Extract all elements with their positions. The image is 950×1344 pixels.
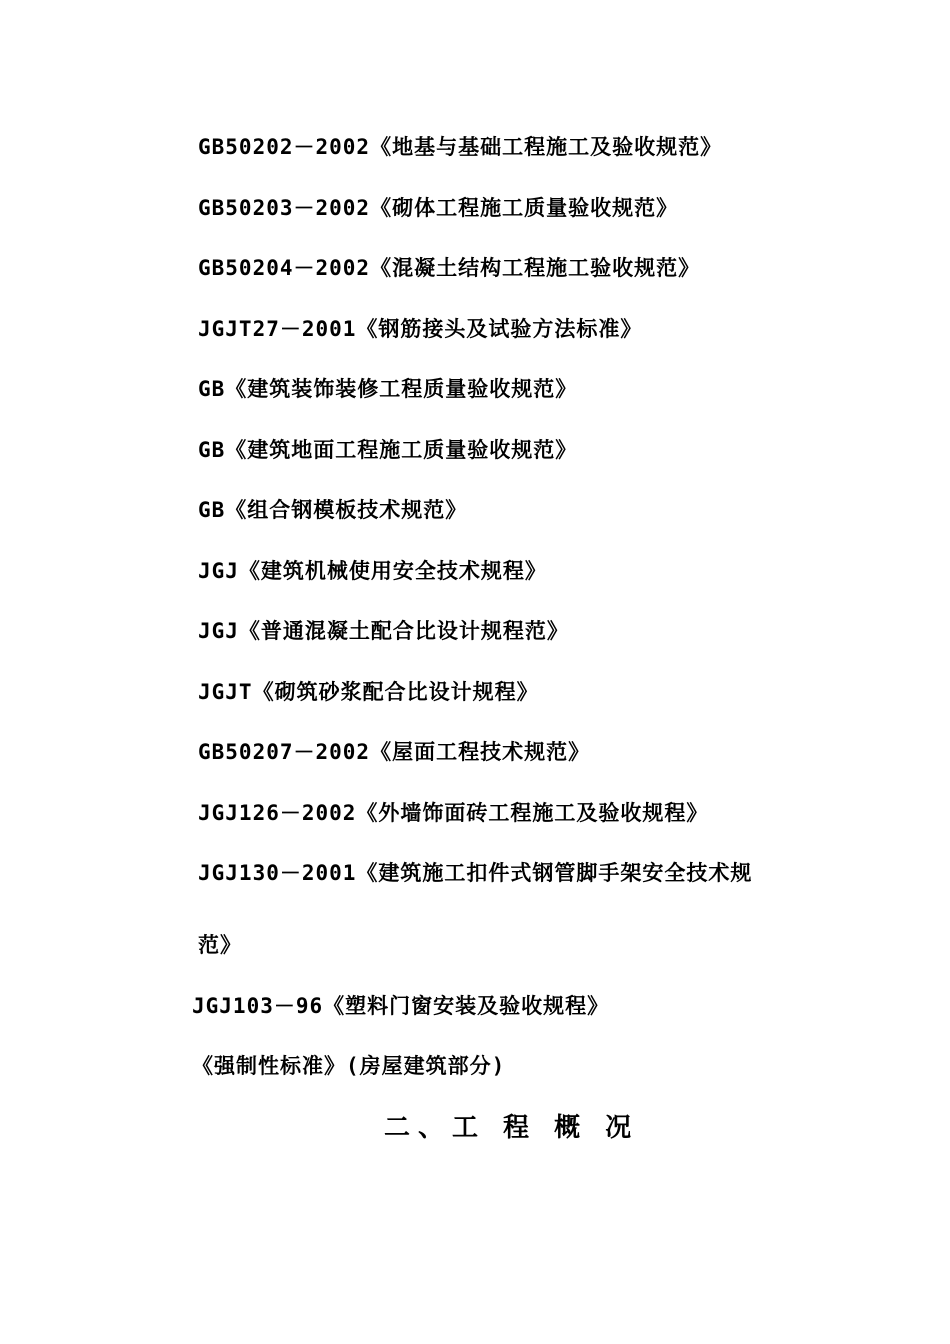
- section-title: 二、工 程 概 况: [384, 1113, 640, 1143]
- standard-line-3: GB50204－2002《混凝土结构工程施工验收规范》: [198, 256, 701, 280]
- standard-line-7: GB《组合钢模板技术规范》: [198, 498, 468, 522]
- standard-line-15: 《强制性标准》(房屋建筑部分): [192, 1054, 506, 1078]
- standard-line-10: JGJT《砌筑砂浆配合比设计规程》: [198, 680, 539, 704]
- standard-line-13: JGJ130－2001《建筑施工扣件式钢管脚手架安全技术规: [198, 861, 753, 885]
- standard-line-6: GB《建筑地面工程施工质量验收规范》: [198, 438, 578, 462]
- standard-line-11: GB50207－2002《屋面工程技术规范》: [198, 740, 591, 764]
- standard-line-5: GB《建筑装饰装修工程质量验收规范》: [198, 377, 578, 401]
- standard-line-1: GB50202－2002《地基与基础工程施工及验收规范》: [198, 135, 723, 159]
- standard-line-2: GB50203－2002《砌体工程施工质量验收规范》: [198, 196, 679, 220]
- standard-line-13-continued: 范》: [198, 933, 242, 957]
- standard-line-14: JGJ103－96《塑料门窗安装及验收规程》: [192, 994, 610, 1018]
- standard-line-4: JGJT27－2001《钢筋接头及试验方法标准》: [198, 317, 643, 341]
- standard-line-12: JGJ126－2002《外墙饰面砖工程施工及验收规程》: [198, 801, 709, 825]
- standard-line-8: JGJ《建筑机械使用安全技术规程》: [198, 559, 547, 583]
- standard-line-9: JGJ《普通混凝土配合比设计规程范》: [198, 619, 569, 643]
